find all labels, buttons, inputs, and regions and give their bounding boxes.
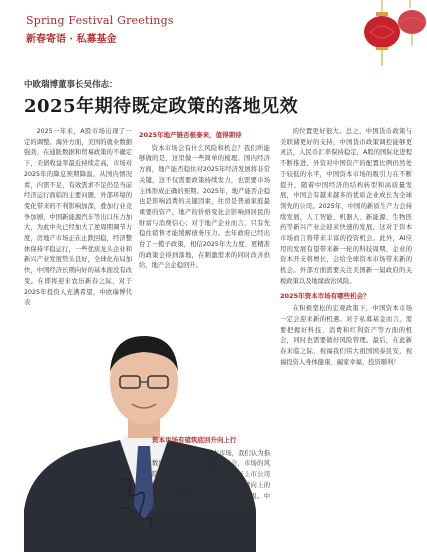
signature-icon xyxy=(112,470,160,540)
column-1-paragraph: 2025一年来，A股市场出现了一定的调整。海外方面，美国的就业数据强劲，在通胀数据和贸易政策的不确定下，美债收益率最近持续走高，市场对2025年的降息预期降温。从国内情况看，内需不足、有效需求不足仍是当前经济运行面临的主要问题，外部环境的变化带来的不利影响加深，叠加行业竞争加剧，中国新能源汽车等出口压力加大，为此中央已经加大了逆周期调节力度，房地产市场正在止跌回稳，经济整体保持平稳运行，一些优质龙头企业和新兴产业发展势头良好，全球化布局加快，中国经济长期向好的基本面没有改变。在即将迎来农历新春之际，对于2025年投资人充满希望，中欧瑞博代表 xyxy=(24,128,132,307)
article-title: 2025年期待既定政策的落地见效 xyxy=(24,96,299,117)
header-english-title: Spring Festival Greetings xyxy=(26,14,174,27)
article-kicker: 中欧瑞博董事长吴伟志： xyxy=(24,80,118,90)
section-subheading-3: 2025年资本市场有哪些机会？ xyxy=(280,291,370,300)
column-3-paragraph: 的位置更好很大。总之，中国货币政策与美联储更好的支持，中国货币政策调控能够更灵活，人民币汇率保持稳定，A股的国际化进程不断推进，外资对中国资产的配置比例仍然处于较低的水平，中国资本市场的吸引力在不断提升，随着中国经济的结构转型和高质量发展，中国会有越来越多的优质企业成长为全球领先的公司。2025年，中国的新质生产力会持续发展，人工智能、机器人、新能源、生物医药等新兴产业会迎来快速的发展，这对于资本市场而言将带来丰富的投资机会。此外，AI应用的发展有望带来新一轮的科技周期，企业的资本开支将增长，会给全球资本市场带来新的机会。外部方面需要关注美国新一届政府的关税政策以及地缘政治风险。 xyxy=(280,128,412,285)
article-column-2 xyxy=(139,127,270,272)
article-column-1 xyxy=(24,127,132,309)
section-subheading-2: 资本市场有望筑底回升向上行 xyxy=(152,436,237,444)
article-column-2-lower xyxy=(152,432,270,513)
red-lantern-icon xyxy=(360,0,427,70)
column-3-paragraph-2: 在积极宽松的宏观政策下，中国资本市场一定会迎来新的机遇。对于私募基金而言，需要把握好科技、消费和红利资产等方面的机会，同时也需要做好风险管理。最后，在此新春来临之际，祝福我们伟大祖国国泰民安，祝福投资人身体健康、阖家幸福、投资顺利！ xyxy=(280,305,412,366)
article-column-3 xyxy=(280,127,412,368)
header-chinese-subtitle: 新春寄语 · 私募基金 xyxy=(26,34,117,45)
magazine-header xyxy=(0,0,427,70)
column-2-paragraph: 资本市场会有什么风险和机会？我们所能够做的是，这里做一些简单的梳理。国内经济方面，地产能否稳住对2025年经济发展将非常关键，这不仅需要政策持续发力，也需要市场主体形成正确的预期。2025年，地产能否企稳也是影响消费的关键因素，住房是普通家庭最重要的资产，地产的价格变化会影响到居民的财富与消费信心；对于地产企业而言，只有先稳住销售才能缓解债务压力。去年政府已经出台了一揽子政策，相信2025年大力度、更精准的政策会得到落地，在刺激需求的同时改善供给，地产会企稳回升。 xyxy=(139,144,270,270)
column-2-lower-paragraph: 对于2025年的资本市场，我们认为指数层面会出现重心上行的机会，市场的风险偏好也在逐步修复，持续看好上市公司的业绩改善带来的投资机会，稳健向上的资本市场会给投资人带来更好的回报。中国的经济周期与美欧经济周期所处 xyxy=(152,449,270,511)
section-subheading: 2025年地产链否极泰来，值得期待 xyxy=(139,131,242,139)
